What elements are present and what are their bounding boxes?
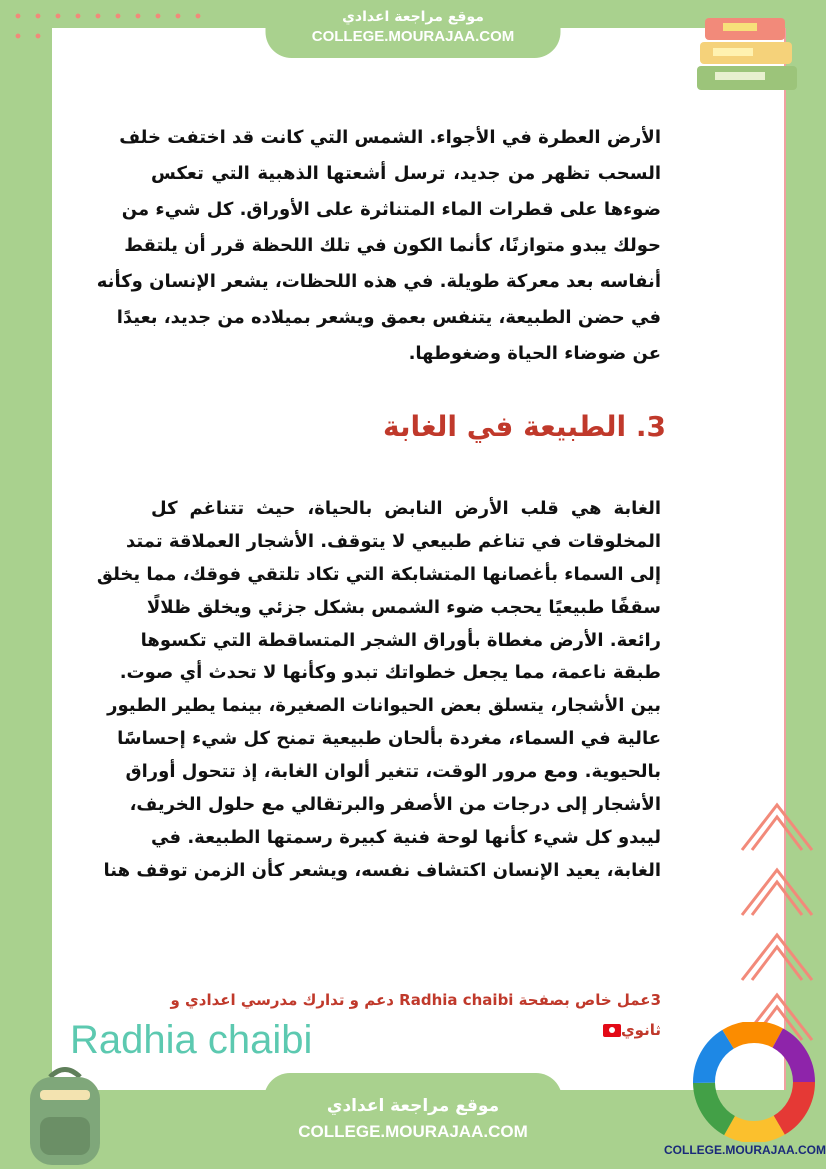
text-line: إلى السماء بأغصانها المتشابكة التي تكاد تلتقي فوقك، مما يخلق — [96, 563, 661, 585]
tunisia-flag-icon — [603, 1024, 621, 1037]
text-line: في حضن الطبيعة، يتنفس بعمق ويشعر بميلاده من جديد، بعيدًا — [116, 307, 661, 328]
text-line: الغابة هي قلب الأرض النابض بالحياة، حيث تتناغم كل — [151, 498, 661, 519]
text-line: عن ضوضاء الحياة وضغوطها. — [408, 343, 661, 364]
text-line: سقفًا طبيعيًا يحجب ضوء الشمس بشكل جزئي ويخلق ظلالًا — [146, 596, 661, 618]
text-line: رائعة. الأرض مغطاة بأوراق الشجر المتساقطة التي تكسوها — [140, 629, 661, 651]
paragraph-1 — [96, 120, 661, 372]
text-line: بالحيوية. ومع مرور الوقت، تتغير ألوان الغابة، إذ تتحول أوراق — [125, 761, 661, 783]
text-line: بين الأشجار، يتسلق بعض الحيوانات الصغيرة، بينما يطير الطيور — [107, 695, 661, 717]
paragraph-2 — [96, 492, 661, 887]
text-line: ليبدو كل شيء كأنها لوحة فنية كبيرة رسمتها الطبيعة. في — [151, 826, 661, 848]
text-line: السحب تظهر من جديد، ترسل أشعتها الذهبية التي تعكس — [151, 163, 661, 184]
header-site-name: موقع مراجعة اعدادي — [342, 9, 484, 25]
footer-banner — [264, 1073, 562, 1169]
chevron-up-icon — [737, 860, 817, 920]
logo-url: COLLEGE.MOURAJAA.COM — [664, 1143, 826, 1157]
footnote-line: 3عمل خاص بصفحة Radhia chaibi دعم و تدارك مدرسي اعدادي و — [170, 991, 661, 1009]
footer-site-url[interactable]: COLLEGE.MOURAJAA.COM — [298, 1122, 528, 1141]
text-line: الأشجار إلى درجات من الأصفر والبرتقالي مع حلول الخريف، — [129, 794, 661, 816]
watermark: Radhia chaibi — [70, 1018, 313, 1062]
books-icon — [695, 10, 805, 95]
section-heading: 3. الطبيعة في الغابة — [383, 410, 666, 443]
chevron-up-icon — [737, 925, 817, 985]
text-line: أنفاسه بعد معركة طويلة. في هذه اللحظات، يشعر الإنسان وكأنه — [96, 271, 661, 292]
text-line: الغابة، يعيد الإنسان اكتشاف نفسه، ويشعر كأن الزمن توقف هنا — [103, 859, 661, 881]
text-line: طبقة ناعمة، مما يجعل خطواتك تبدو وكأنها لا تحدث أي صوت. — [119, 662, 661, 684]
text-line: حولك يبدو متوازنًا، كأنما الكون في تلك اللحظة قرر أن يلتقط — [124, 235, 661, 256]
text-line: الأرض العطرة في الأجواء. الشمس التي كانت قد اختفت خلف — [119, 127, 661, 148]
school-subjects-logo-icon — [692, 1022, 817, 1142]
footer-site-name: موقع مراجعة اعدادي — [326, 1096, 500, 1116]
backpack-icon — [15, 1062, 115, 1167]
footnote-line: ثانوي — [620, 1021, 661, 1039]
header-site-url[interactable]: COLLEGE.MOURAJAA.COM — [311, 28, 515, 45]
chevron-up-icon — [737, 795, 817, 855]
text-line: المخلوقات في تناغم طبيعي لا يتوقف. الأشجار العملاقة تمتد — [126, 530, 661, 552]
header-banner — [266, 0, 561, 58]
text-line: عالية في السماء، مغردة بألحان طبيعية تمنح كل شيء إحساسًا — [117, 728, 661, 750]
text-line: ضوءها على قطرات الماء المتناثرة على الأوراق. كل شيء من — [121, 199, 661, 220]
